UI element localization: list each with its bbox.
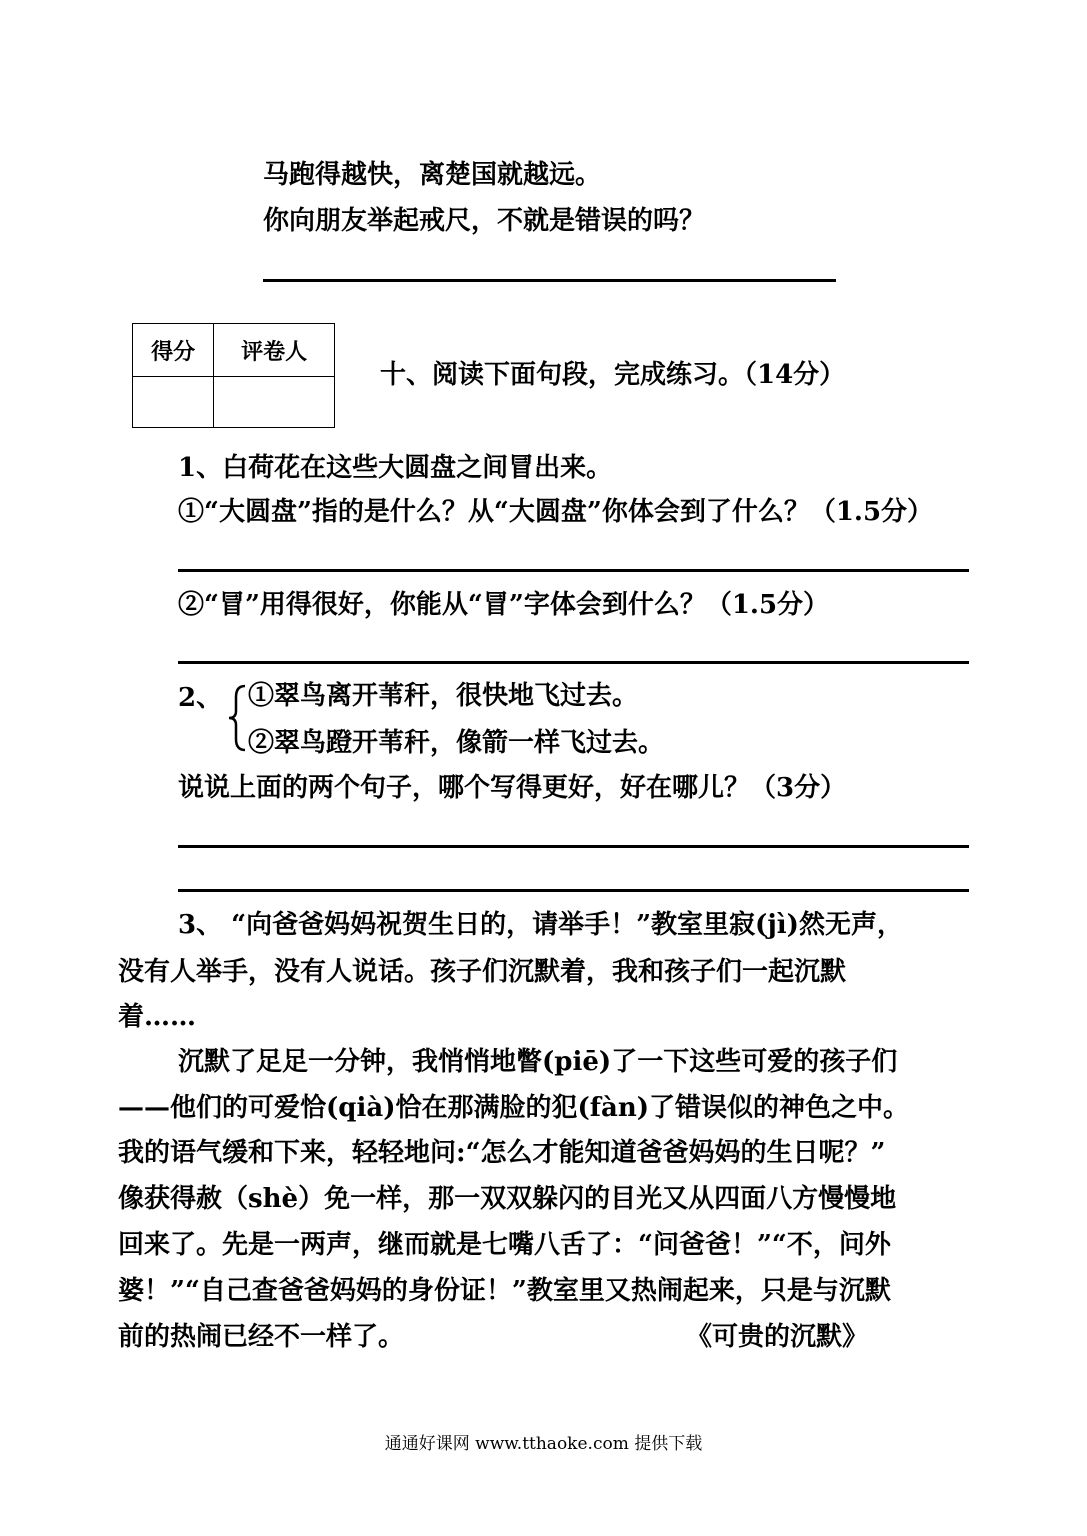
passage-source: 《可贵的沉默》 xyxy=(686,1322,869,1352)
passage-line: 沉默了足足一分钟，我悄悄地瞥(piē)了一下这些可爱的孩子们 xyxy=(178,1047,898,1077)
question-2-prompt: 说说上面的两个句子，哪个写得更好，好在哪儿？（3分） xyxy=(178,773,847,803)
section-title: 十、阅读下面句段，完成练习。（14分） xyxy=(380,360,846,390)
question-1-sub-2: ②“冒”用得很好，你能从“冒”字体会到什么？（1.5分） xyxy=(178,590,830,620)
score-header: 得分 xyxy=(133,324,214,377)
answer-line xyxy=(178,661,969,664)
grader-header: 评卷人 xyxy=(214,324,335,377)
passage-line: 没有人举手，没有人说话。孩子们沉默着，我和孩子们一起沉默 xyxy=(118,957,847,987)
answer-line xyxy=(263,279,836,282)
answer-line xyxy=(178,889,969,892)
answer-line xyxy=(178,845,969,848)
answer-line xyxy=(178,569,969,572)
brace-icon xyxy=(227,683,247,753)
grader-cell xyxy=(214,377,335,428)
passage-line: 3、 “向爸爸妈妈祝贺生日的，请举手！”教室里寂(jì)然无声， xyxy=(178,910,903,940)
question-2-option-1: ①翠鸟离开苇秆，很快地飞过去。 xyxy=(248,681,639,711)
text-line: 马跑得越快，离楚国就越远。 xyxy=(263,160,602,190)
score-table xyxy=(132,323,335,428)
question-1-sub-1: ①“大圆盘”指的是什么？从“大圆盘”你体会到了什么？（1.5分） xyxy=(178,497,934,527)
footer: 通通好课网 www.tthaoke.com 提供下载 xyxy=(384,1434,703,1454)
passage-line: 前的热闹已经不一样了。 xyxy=(118,1322,405,1352)
passage-line: ——他们的可爱恰(qià)恰在那满脸的犯(fàn)了错误似的神色之中。 xyxy=(118,1093,910,1123)
score-cell xyxy=(133,377,214,428)
question-1: 1、白荷花在这些大圆盘之间冒出来。 xyxy=(178,453,613,483)
passage-line: 着…… xyxy=(118,1002,197,1032)
question-2-option-2: ②翠鸟蹬开苇秆，像箭一样飞过去。 xyxy=(248,728,665,758)
text-line: 你向朋友举起戒尺，不就是错误的吗？ xyxy=(263,206,706,236)
passage-line: 婆！”“自己查爸爸妈妈的身份证！”教室里又热闹起来，只是与沉默 xyxy=(118,1276,891,1306)
passage-line: 像获得赦（shè）免一样，那一双双躲闪的目光又从四面八方慢慢地 xyxy=(118,1184,897,1214)
passage-line: 回来了。先是一两声，继而就是七嘴八舌了：“问爸爸！”“不，问外 xyxy=(118,1230,891,1260)
question-2-number: 2、 xyxy=(178,683,223,713)
passage-line: 我的语气缓和下来，轻轻地问:“怎么才能知道爸爸妈妈的生日呢？” xyxy=(118,1138,886,1168)
